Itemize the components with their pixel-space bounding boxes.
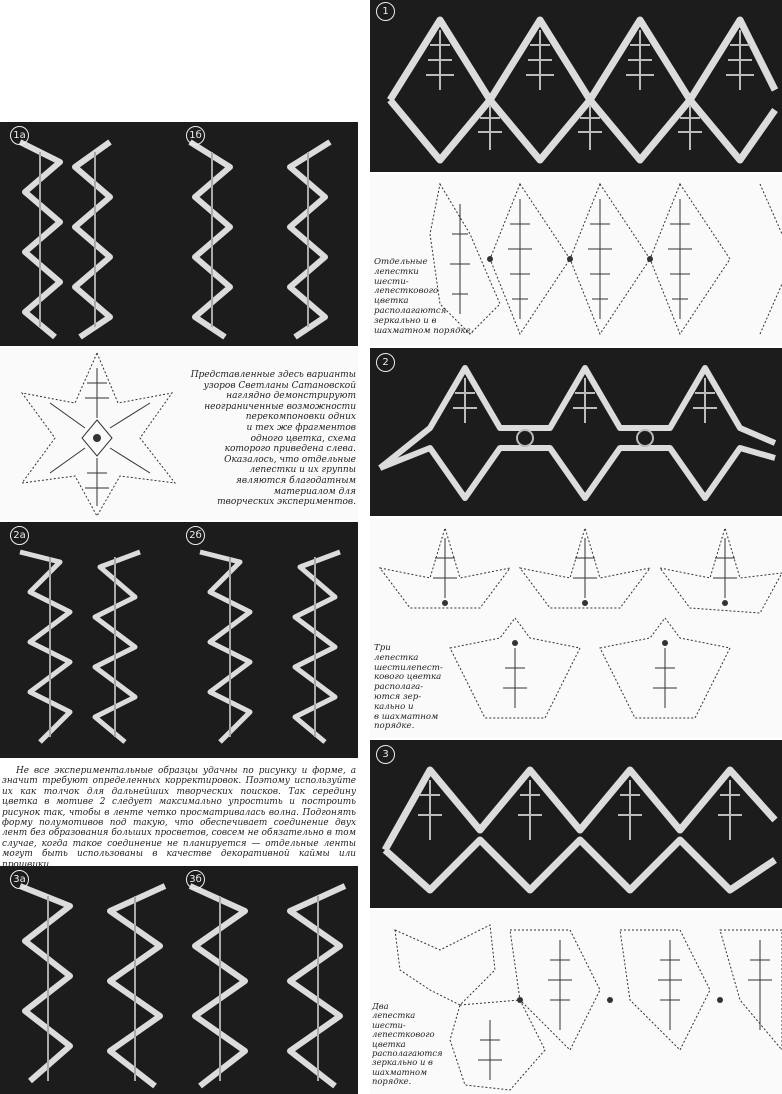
photo-lace-3a-3b [0,866,358,1094]
photo-lace-2a-2b [0,522,358,758]
lace-strips-image [0,122,358,346]
caption-diagram-1: Отдельные лепестки шести- лепесткового цветка располагаются зеркально и в шахматном порядке. [374,257,474,336]
diagram-1 [370,174,782,346]
photo-lace-1 [370,0,782,172]
diagram-2 [370,518,782,738]
flower-diagram-section [0,348,358,520]
label-1a: 1а [10,126,29,145]
label-2b: 2б [186,526,205,545]
lace-strips-image [0,522,358,758]
blank-area [0,0,358,122]
label-2a: 2а [10,526,29,545]
caption-diagram-3: Два лепестка шести- лепесткового цветка располагаются зеркально и в шахматном порядке. [372,1001,443,1087]
photo-lace-2 [370,348,782,516]
lace-band-image [370,0,782,172]
note-text: Не все экспериментальные образцы удачны по рисунку и форме, а значит требуют определенных корректировок. Поэтому используйте их как толчок для дальнейших творческих поисков. Так середину цветка в мотиве 2 следует максимально упростить и построить рисунок так, чтобы в ленте четко просматривалась волна. Подгонять форму полумотивов под такую, что обеспечивает соединение двух лент без образования больших просветов, совсем не обязательно в том случае, когда такое соединение не планируется — отдельные ленты могут быть использованы в качестве декоративной каймы или прошвики. [2,766,356,870]
lace-band-image [370,740,782,908]
label-3a: 3а [10,870,29,889]
label-1b: 1б [186,126,205,145]
label-3b: 3б [186,870,205,889]
label-3: 3 [376,745,395,764]
note-section [0,760,358,870]
lace-strips-image [0,866,358,1094]
diagram-3 [370,910,782,1094]
label-2: 2 [376,353,395,372]
label-1: 1 [376,2,395,21]
caption-diagram-2: Три лепестка шестилепест- кового цветка располага- ются зер- кально и в шахматном порядке. [374,643,443,732]
photo-lace-3 [370,740,782,908]
lace-band-image [370,348,782,516]
intro-text: Представленные здесь варианты узоров Светланы Сатановской наглядно демонстрируют неограниченные возможности перекомпоновки одних и тех же фрагментов одного цветка, схема которого приведена слева. Оказалось, что отдельные лепестки и их группы являются благодатным материалом для творческих экспериментов. [190,370,356,508]
photo-lace-1a-1b [0,122,358,346]
